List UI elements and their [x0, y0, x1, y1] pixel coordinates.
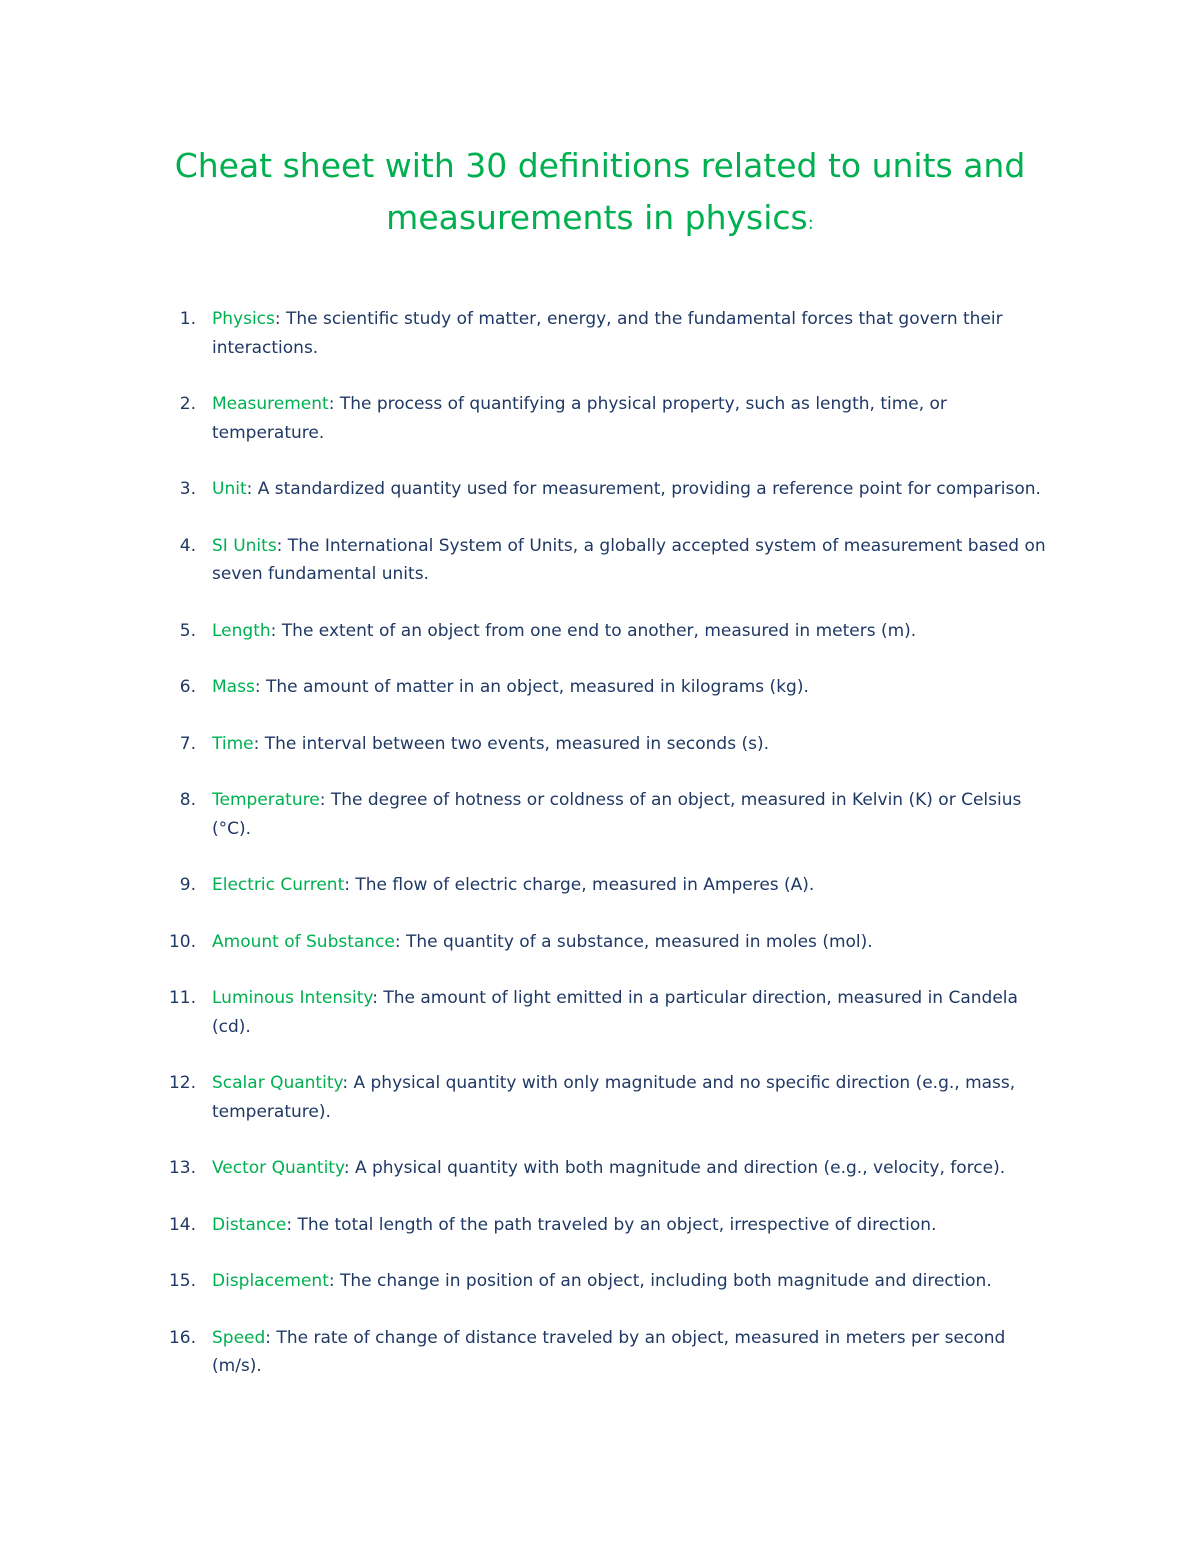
definition-text: The interval between two events, measured in seconds (s).: [259, 733, 770, 754]
definition-term: Measurement: [212, 394, 329, 414]
definition-text: The amount of matter in an object, measured in kilograms (kg).: [260, 677, 809, 697]
definition-term: Speed: [212, 1327, 266, 1348]
definition-number: 13.: [168, 1158, 196, 1178]
definition-text: The amount of light emitted in a particular direction, measured in Candela (cd).: [212, 988, 1018, 1037]
definition-item: [150, 786, 1050, 843]
definition-term: Vector Quantity: [212, 1158, 344, 1178]
definition-item: [150, 305, 1050, 362]
definition-term: Time: [212, 733, 254, 754]
definition-item: [150, 1069, 1050, 1126]
term-separator: :: [343, 1158, 350, 1178]
term-separator: :: [328, 394, 335, 414]
definition-item: [150, 617, 1050, 646]
definition-number: 14.: [168, 1214, 196, 1235]
definition-text: The scientific study of matter, energy, and the fundamental forces that govern their interactions.: [212, 309, 1003, 358]
definition-text: The degree of hotness or coldness of an object, measured in Kelvin (K) or Celsius (°C).: [212, 790, 1022, 839]
definition-item: [150, 984, 1050, 1041]
definition-text: The change in position of an object, including both magnitude and direction.: [334, 1271, 992, 1291]
definition-number: 11.: [168, 988, 196, 1008]
term-separator: :: [276, 535, 283, 556]
term-separator: :: [319, 790, 326, 810]
term-separator: :: [270, 620, 277, 641]
definition-number: 2.: [179, 394, 196, 414]
definition-number: 4.: [179, 535, 196, 556]
definition-item: [150, 1324, 1050, 1381]
term-separator: :: [342, 1073, 349, 1093]
definition-term: Length: [212, 620, 271, 641]
definition-text: A physical quantity with both magnitude and direction (e.g., velocity, force).: [349, 1158, 1006, 1178]
term-separator: :: [344, 875, 350, 895]
title-text: Cheat sheet with 30 definitions related to units and measurements in physics: [174, 146, 1026, 237]
definition-item: [150, 871, 1050, 900]
term-separator: :: [274, 309, 281, 329]
definition-item: [150, 475, 1050, 504]
term-separator: :: [265, 1327, 272, 1348]
definition-text: The extent of an object from one end to another, measured in meters (m).: [276, 620, 917, 641]
term-separator: :: [372, 988, 378, 1008]
definition-term: Unit: [212, 479, 247, 499]
definition-number: 8.: [179, 790, 196, 810]
definition-number: 12.: [168, 1073, 196, 1093]
term-separator: :: [394, 931, 401, 952]
definition-item: [150, 730, 1050, 759]
definition-text: A physical quantity with only magnitude and no specific direction (e.g., mass, temperature).: [212, 1073, 1016, 1122]
term-separator: :: [246, 479, 253, 499]
definition-text: The quantity of a substance, measured in moles (mol).: [400, 931, 873, 952]
definition-item: [150, 532, 1050, 589]
definition-text: The International System of Units, a globally accepted system of measurement based on seven fundamental units.: [212, 535, 1046, 584]
term-separator: :: [328, 1271, 335, 1291]
definition-number: 15.: [168, 1271, 196, 1291]
definition-term: Physics: [212, 309, 275, 329]
definition-number: 7.: [179, 733, 196, 754]
definition-text: A standardized quantity used for measurement, providing a reference point for comparison.: [252, 479, 1041, 499]
definition-text: The rate of change of distance traveled by an object, measured in meters per second (m/s).: [212, 1327, 1006, 1376]
term-separator: :: [254, 677, 261, 697]
definition-number: 5.: [179, 620, 196, 641]
definition-number: 10.: [168, 931, 196, 952]
definition-item: [150, 1154, 1050, 1183]
definition-text: The total length of the path traveled by an object, irrespective of direction.: [292, 1214, 937, 1235]
term-separator: :: [286, 1214, 293, 1235]
definition-text: The process of quantifying a physical property, such as length, time, or temperature.: [212, 394, 947, 443]
definition-term: Electric Current: [212, 875, 345, 895]
title-colon: :: [807, 213, 814, 234]
term-separator: :: [253, 733, 260, 754]
document-title: [150, 140, 1050, 250]
definition-number: 1.: [179, 309, 196, 329]
definition-item: [150, 390, 1050, 447]
definitions-list: [150, 305, 1050, 1409]
definition-item: [150, 673, 1050, 702]
definition-term: Distance: [212, 1214, 287, 1235]
definition-number: 3.: [179, 479, 196, 499]
definition-term: Scalar Quantity: [212, 1073, 343, 1093]
definition-number: 6.: [179, 677, 196, 697]
definition-term: Temperature: [212, 790, 320, 810]
definition-term: Mass: [212, 677, 255, 697]
definition-text: The flow of electric charge, measured in Amperes (A).: [349, 875, 815, 895]
definition-number: 9.: [179, 875, 196, 895]
definition-item: [150, 928, 1050, 957]
definition-item: [150, 1211, 1050, 1240]
definition-item: [150, 1267, 1050, 1296]
definition-term: Displacement: [212, 1271, 329, 1291]
definition-number: 16.: [168, 1327, 196, 1348]
definition-term: Amount of Substance: [212, 931, 395, 952]
definition-term: SI Units: [212, 535, 277, 556]
definition-term: Luminous Intensity: [212, 988, 373, 1008]
